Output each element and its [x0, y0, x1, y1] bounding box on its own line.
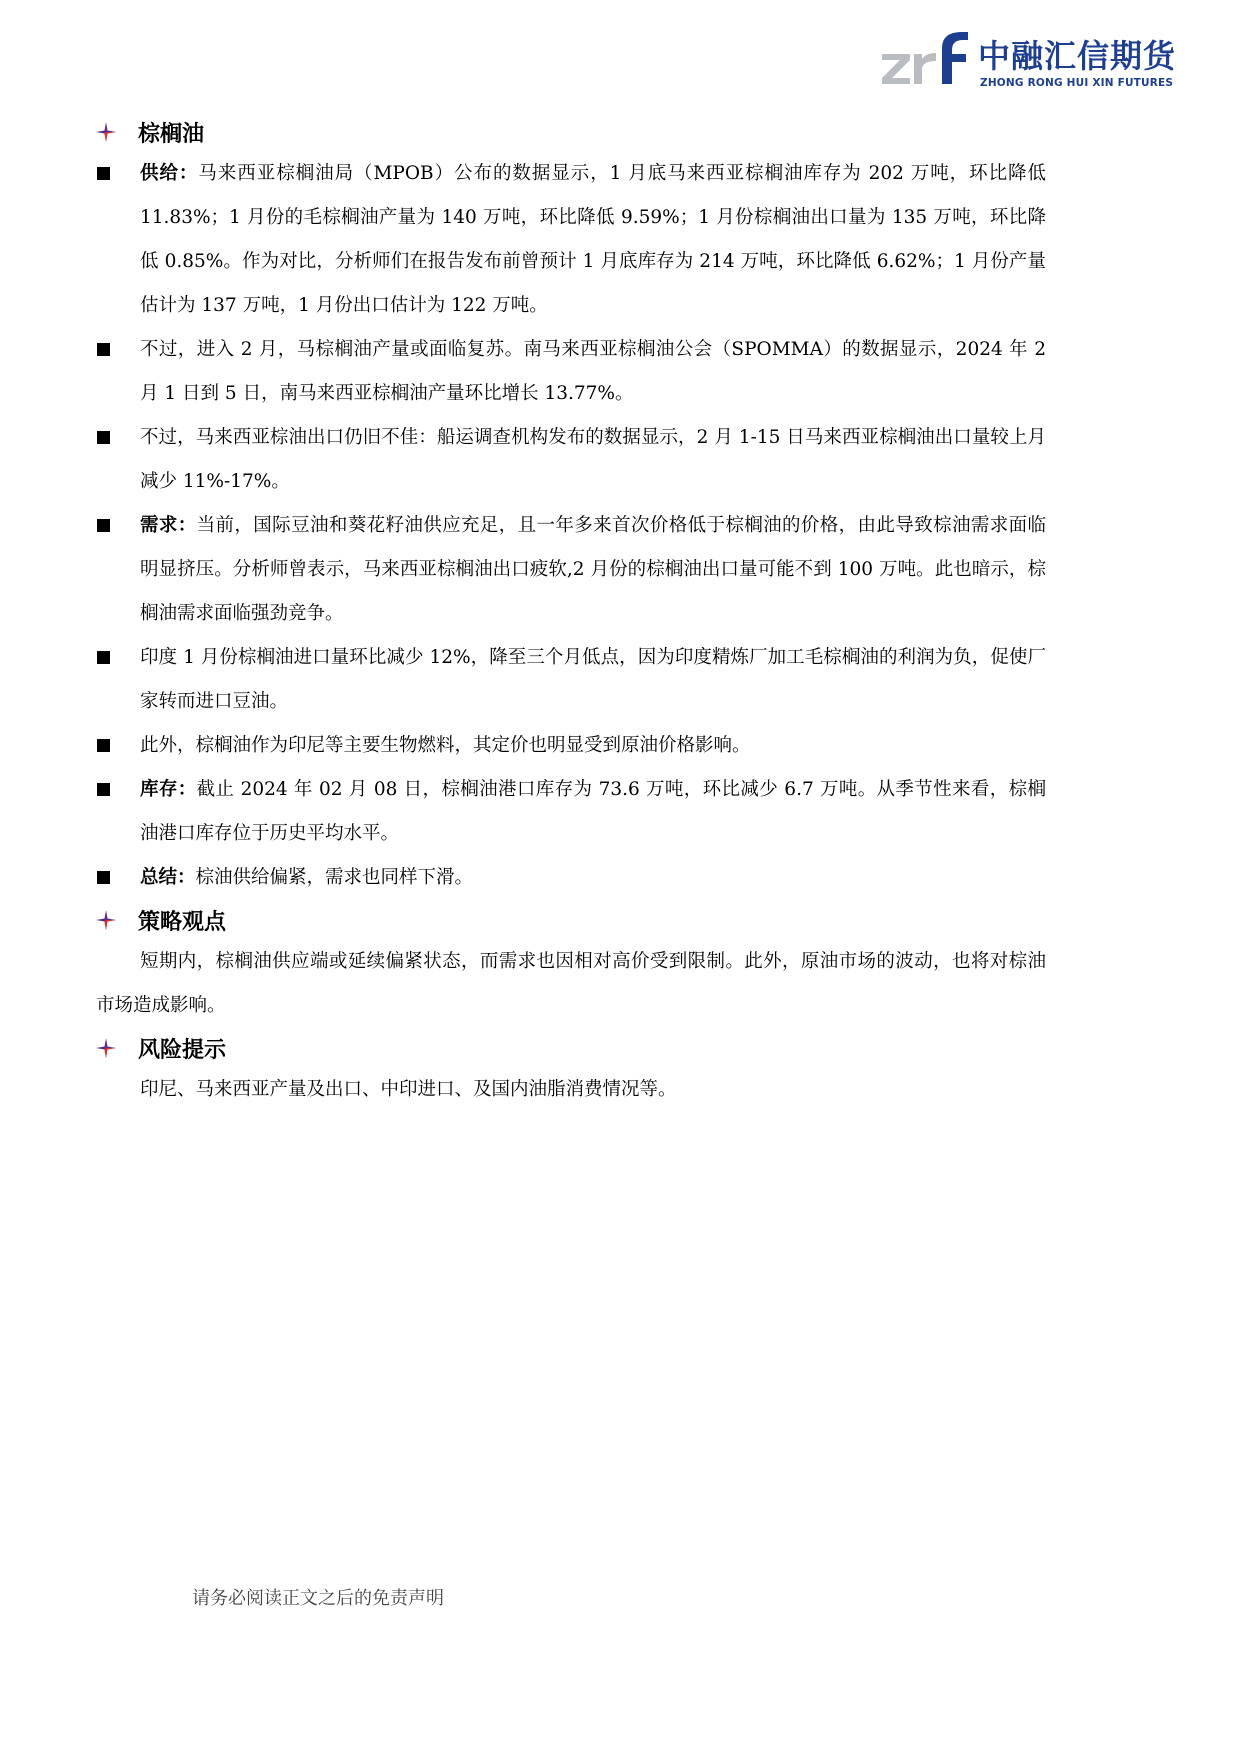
bullet-text: 棕油供给偏紧，需求也同样下滑。 — [195, 867, 474, 888]
section-title: 棕榈油 — [138, 121, 205, 147]
bullet-item-exports — [96, 416, 1046, 504]
square-bullet-icon — [97, 519, 110, 532]
bullet-text: 印度 1 月份棕榈油进口量环比减少 12%，降至三个月低点，因为印度精炼厂加工毛棕榈油的利润为负，促使厂家转而进口豆油。 — [140, 647, 1046, 712]
four-point-star-icon — [96, 122, 116, 142]
bullet-text: 截止 2024 年 02 月 08 日，棕榈油港口库存为 73.6 万吨，环比减少 6.7 万吨。从季节性来看，棕榈油港口库存位于历史平均水平。 — [140, 779, 1046, 844]
bullet-text: 当前，国际豆油和葵花籽油供应充足，且一年多来首次价格低于棕榈油的价格，由此导致棕油需求面临明显挤压。分析师曾表示，马来西亚棕榈油出口疲软,2 月份的棕榈油出口量可能不到 100 万吨。此也暗示，棕榈油需求面临强劲竞争。 — [140, 515, 1046, 624]
bullet-item-summary — [96, 856, 1046, 900]
square-bullet-icon — [97, 167, 110, 180]
bullet-lead: 需求： — [140, 515, 197, 536]
square-bullet-icon — [97, 871, 110, 884]
bullet-lead: 库存： — [140, 779, 197, 800]
bullet-text: 此外，棕榈油作为印尼等主要生物燃料，其定价也明显受到原油价格影响。 — [140, 735, 751, 756]
section-title: 策略观点 — [138, 909, 227, 935]
company-logo — [880, 28, 1180, 92]
four-point-star-icon — [96, 910, 116, 930]
bullet-item-inventory — [96, 768, 1046, 856]
bullet-item-india-imports — [96, 636, 1046, 724]
main-content — [96, 112, 1046, 1112]
square-bullet-icon — [97, 343, 110, 356]
bullet-text: 不过，马来西亚棕油出口仍旧不佳：船运调查机构发布的数据显示，2 月 1-15 日马来西亚棕榈油出口量较上月减少 11%-17%。 — [140, 427, 1046, 492]
section-heading-risk — [96, 1028, 1046, 1068]
strategy-paragraph: 短期内，棕榈油供应端或延续偏紧状态，而需求也因相对高价受到限制。此外，原油市场的波动，也将对棕油市场造成影响。 — [96, 951, 1046, 1016]
square-bullet-icon — [97, 431, 110, 444]
zrf-logo-icon — [880, 28, 972, 92]
bullet-text: 马来西亚棕榈油局（MPOB）公布的数据显示，1 月底马来西亚棕榈油库存为 202 万吨，环比降低 11.83%；1 月份的毛棕榈油产量为 140 万吨，环比降低 9.59%；1 月份棕榈油出口量为 135 万吨，环比降低 0.85%。作为对比，分析师们在报告发布前曾预计 1 月底库存为 214 万吨，环比降低 6.62%；1 月份产量估计为 137 万吨，1 月份出口估计为 122 万吨。 — [140, 163, 1046, 316]
bullet-lead: 供给： — [140, 163, 199, 184]
square-bullet-icon — [97, 783, 110, 796]
square-bullet-icon — [97, 739, 110, 752]
section-title: 风险提示 — [138, 1037, 227, 1063]
risk-paragraph: 印尼、马来西亚产量及出口、中印进口、及国内油脂消费情况等。 — [140, 1079, 677, 1100]
bullet-lead: 总结： — [140, 867, 196, 888]
bullet-item-demand — [96, 504, 1046, 636]
bullet-text: 不过，进入 2 月，马棕榈油产量或面临复苏。南马来西亚棕榈油公会（SPOMMA）的数据显示，2024 年 2 月 1 日到 5 日，南马来西亚棕榈油产量环比增长 13.77%。 — [140, 339, 1046, 404]
bullet-item-feb-output — [96, 328, 1046, 416]
footer-disclaimer: 请务必阅读正文之后的免责声明 — [192, 1588, 444, 1609]
bullet-item-biofuel — [96, 724, 1046, 768]
logo-english-name: ZHONG RONG HUI XIN FUTURES — [980, 77, 1174, 89]
four-point-star-icon — [96, 1038, 116, 1058]
section-heading-strategy — [96, 900, 1046, 940]
logo-chinese-name: 中融汇信期货 — [978, 37, 1177, 75]
bullet-item-supply — [96, 152, 1046, 328]
square-bullet-icon — [97, 651, 110, 664]
section-heading-palm-oil — [96, 112, 1046, 152]
